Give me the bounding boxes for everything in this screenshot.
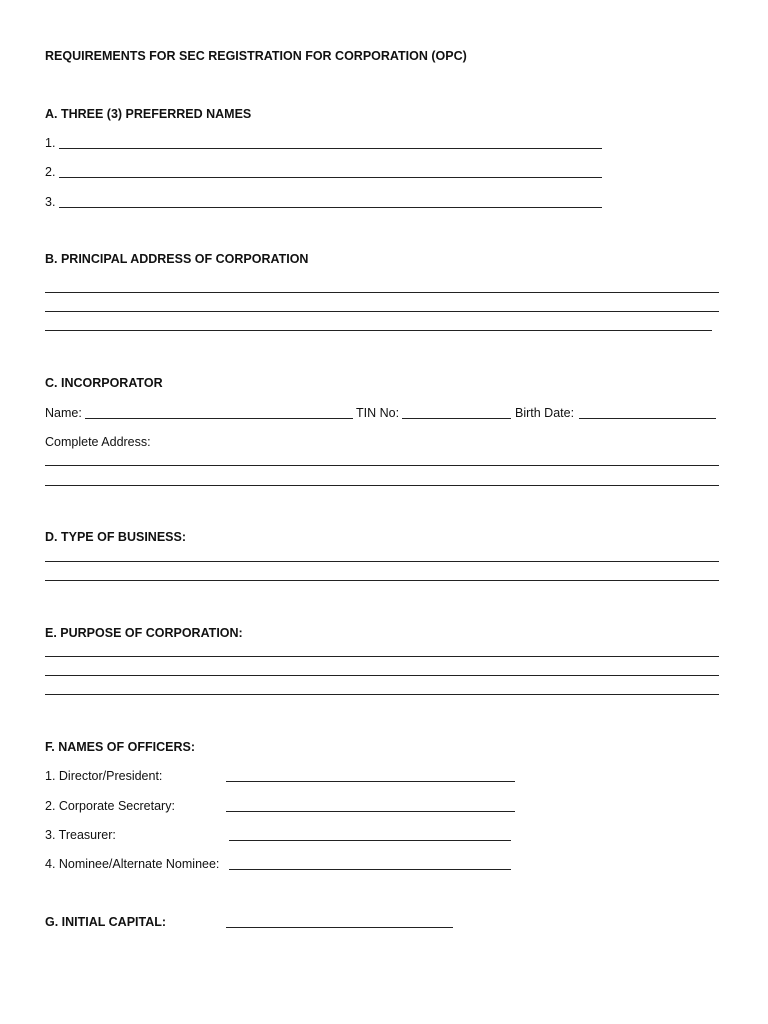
tin-label: TIN No: [356, 406, 400, 420]
section-a-heading: A. THREE (3) PREFERRED NAMES [45, 107, 252, 121]
purpose-line-2[interactable] [45, 675, 719, 676]
officer-secretary-label: 2. Corporate Secretary: [45, 799, 175, 813]
incorporator-name-field[interactable] [85, 418, 353, 419]
principal-address-line-3[interactable] [45, 330, 712, 331]
business-type-line-1[interactable] [45, 561, 719, 562]
complete-address-line-1[interactable] [45, 465, 719, 466]
document-title: REQUIREMENTS FOR SEC REGISTRATION FOR CORPORATION (OPC) [45, 49, 467, 63]
birth-date-field[interactable] [579, 418, 716, 419]
preferred-name-3-field[interactable] [59, 207, 602, 208]
section-g-heading: G. INITIAL CAPITAL: [45, 915, 167, 929]
purpose-line-3[interactable] [45, 694, 719, 695]
section-e-heading: E. PURPOSE OF CORPORATION: [45, 626, 243, 640]
section-f-heading: F. NAMES OF OFFICERS: [45, 740, 195, 754]
complete-address-label: Complete Address: [45, 435, 151, 449]
officer-director-field[interactable] [226, 781, 515, 782]
purpose-line-1[interactable] [45, 656, 719, 657]
preferred-name-3-label: 3. [45, 195, 56, 209]
principal-address-line-1[interactable] [45, 292, 719, 293]
officer-nominee-label: 4. Nominee/Alternate Nominee: [45, 857, 220, 871]
preferred-name-2-label: 2. [45, 165, 56, 179]
business-type-line-2[interactable] [45, 580, 719, 581]
officer-treasurer-field[interactable] [229, 840, 511, 841]
officer-treasurer-label: 3. Treasurer: [45, 828, 116, 842]
tin-field[interactable] [402, 418, 511, 419]
initial-capital-field[interactable] [226, 927, 453, 928]
birth-date-label: Birth Date: [515, 406, 575, 420]
section-d-heading: D. TYPE OF BUSINESS: [45, 530, 186, 544]
incorporator-name-label: Name: [45, 406, 82, 420]
preferred-name-1-label: 1. [45, 136, 56, 150]
section-b-heading: B. PRINCIPAL ADDRESS OF CORPORATION [45, 252, 309, 266]
preferred-name-2-field[interactable] [59, 177, 602, 178]
complete-address-line-2[interactable] [45, 485, 719, 486]
section-c-heading: C. INCORPORATOR [45, 376, 163, 390]
officer-secretary-field[interactable] [226, 811, 515, 812]
principal-address-line-2[interactable] [45, 311, 719, 312]
preferred-name-1-field[interactable] [59, 148, 602, 149]
officer-nominee-field[interactable] [229, 869, 511, 870]
officer-director-label: 1. Director/President: [45, 769, 163, 783]
